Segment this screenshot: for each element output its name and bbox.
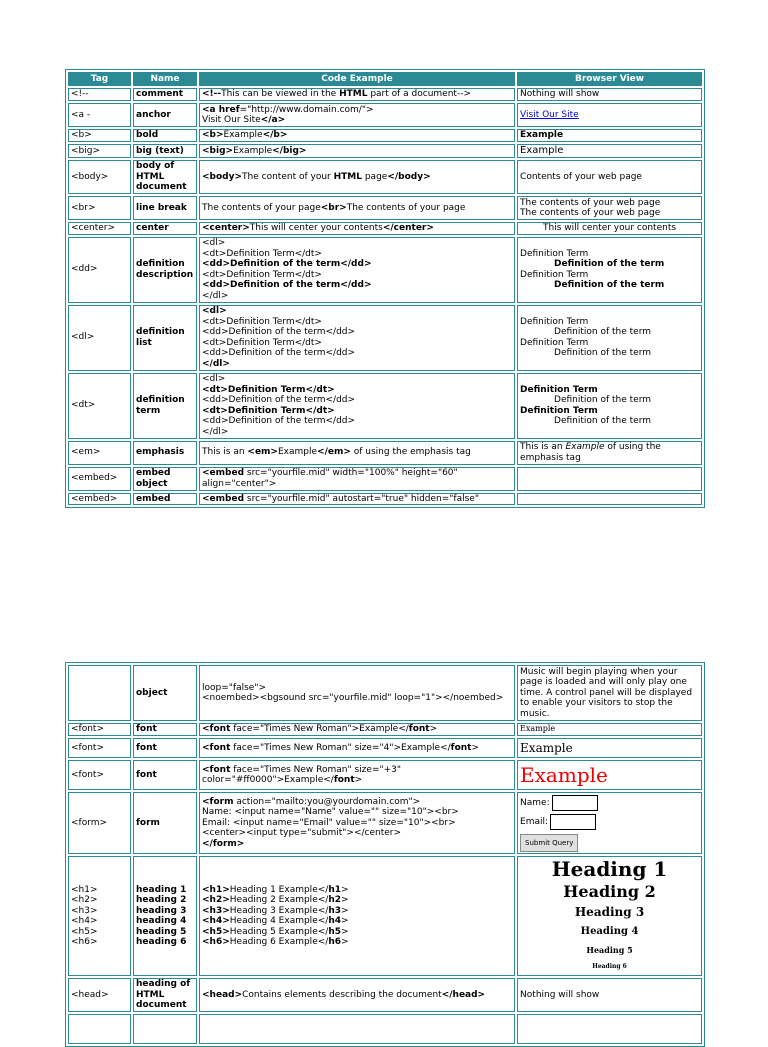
table-row: [68, 196, 702, 220]
code-text: action="mailto:you@yourdomain.com">: [233, 796, 421, 807]
table-row: [68, 441, 702, 465]
view-cell: Example: [517, 129, 702, 142]
header-tag: Tag: [68, 72, 131, 86]
tag-cell: <big>: [68, 144, 131, 158]
table-row: [68, 103, 702, 127]
code-cell: [199, 305, 515, 371]
submit-query-button[interactable]: Submit Query: [520, 834, 578, 853]
view-cell: [517, 237, 702, 303]
name-cell: emphasis: [133, 441, 197, 465]
code-cell: [199, 237, 515, 303]
view-cell: This will center your contents: [517, 222, 702, 235]
code-cell: [199, 196, 515, 220]
tag-cell: <body>: [68, 160, 131, 194]
name-line: list: [136, 337, 152, 348]
code-line: <dl>: [202, 238, 226, 248]
name-cell: font: [133, 723, 197, 736]
code-text: This can be viewed in the: [221, 89, 340, 100]
code-cell: [199, 792, 515, 854]
name-cell: [133, 467, 197, 491]
code-tag: <br>: [320, 202, 347, 213]
name-cell: embed: [133, 493, 197, 506]
code-text: >: [354, 775, 363, 785]
code-tag: <h6>: [202, 937, 230, 947]
code-line: <dd>Definition of the term</dd>: [202, 348, 356, 358]
code-text: ="http://www.domain.com/">: [239, 104, 374, 115]
html-tags-table-2: [65, 662, 705, 1047]
code-tag: HTML: [339, 89, 368, 100]
tag-cell: <dl>: [68, 305, 131, 371]
view-cell: Music will begin playing when your page is loaded and will only play one time. A control panel will be displayed to enable your visitors to stop the music.: [517, 665, 702, 721]
code-text: Example: [233, 145, 273, 156]
view-line: Definition Term: [520, 316, 589, 327]
tag-cell: <form>: [68, 792, 131, 854]
tag-cell: <font>: [68, 723, 131, 736]
code-tag: <em>: [247, 447, 278, 458]
table-row: [68, 792, 702, 854]
tag-line: <h3>: [71, 905, 98, 916]
code-tag: h4: [328, 916, 341, 926]
code-tag: <b>: [202, 130, 224, 141]
tag-line: <h5>: [71, 926, 98, 937]
visit-our-site-link[interactable]: Visit Our Site: [520, 109, 579, 120]
code-tag: </em>: [317, 447, 351, 458]
code-text: The contents of your page: [202, 202, 321, 213]
code-text: face="Times New Roman">Example</: [230, 724, 409, 735]
form-email-label: Email:: [520, 817, 549, 827]
code-tag: </b>: [262, 130, 288, 141]
tag-cell: <dt>: [68, 373, 131, 439]
view-cell: Contents of your web page: [517, 160, 702, 194]
code-line: </dl>: [202, 290, 229, 301]
code-tag: <!--: [202, 89, 222, 100]
table-row: [68, 305, 702, 371]
name-cell: [133, 373, 197, 439]
code-line: <dl>: [202, 306, 227, 316]
form-email-input[interactable]: [550, 814, 596, 830]
code-tag: <center>: [202, 223, 250, 233]
code-cell: [199, 160, 515, 194]
header-name: Name: [133, 72, 197, 86]
code-tag: <body>: [202, 171, 243, 182]
view-cell: [517, 196, 702, 220]
code-text: >: [340, 937, 349, 947]
code-text: Example: [223, 130, 263, 141]
name-cell: font: [133, 760, 197, 790]
view-line: Definition of the term: [554, 259, 665, 269]
code-text: Heading 2 Example</: [229, 895, 329, 905]
tag-cell: <b>: [68, 129, 131, 142]
form-name-label: Name:: [520, 798, 550, 808]
code-text: Heading 3 Example</: [229, 905, 329, 916]
code-cell: [199, 222, 515, 235]
table-row: [68, 237, 702, 303]
view-line: Definition of the term: [554, 348, 652, 358]
code-tag: <h4>: [202, 916, 230, 926]
code-tag: <font: [202, 724, 231, 735]
tag-cell: <dd>: [68, 237, 131, 303]
code-cell: [199, 144, 515, 158]
code-tag: </big>: [272, 145, 307, 156]
code-tag: <h1>: [202, 884, 230, 895]
code-tag: </body>: [387, 171, 431, 182]
code-tag: <a href: [202, 104, 240, 115]
code-text: face="Times New Roman" size="+3": [230, 764, 402, 775]
table-row: [68, 493, 702, 506]
view-line: Definition Term: [520, 248, 589, 259]
name-cell: form: [133, 792, 197, 854]
view-cell: Nothing will show: [517, 978, 702, 1012]
code-tag: <embed: [202, 493, 245, 504]
code-text: >: [340, 884, 349, 895]
code-tag: h1: [328, 884, 341, 895]
name-line: heading 4: [136, 916, 187, 926]
name-line: HTML: [136, 171, 165, 182]
table-row: [68, 373, 702, 439]
name-cell: [133, 856, 197, 976]
code-line: </dl>: [202, 426, 229, 437]
view-cell: [517, 856, 702, 976]
code-text: Heading 4 Example</: [229, 916, 329, 926]
code-text: This will center your contents: [249, 223, 383, 233]
view-cell: Example: [517, 723, 702, 736]
code-text: Heading 5 Example</: [229, 926, 329, 937]
view-line: Definition of the term: [554, 327, 652, 337]
name-line: body of: [136, 161, 175, 172]
code-tag: h2: [328, 895, 341, 905]
code-text: of using the emphasis tag: [350, 447, 471, 458]
view-cell: [517, 467, 702, 491]
code-line: <dt>Definition Term</dt>: [202, 269, 322, 280]
code-cell: [199, 665, 515, 721]
code-tag: <font: [202, 742, 231, 753]
table-row: [68, 88, 702, 101]
code-cell: [199, 467, 515, 491]
code-tag: h3: [328, 905, 341, 916]
tag-cell: <embed>: [68, 467, 131, 491]
tag-line: <h1>: [71, 884, 98, 895]
code-line: <center><input type="submit"></center>: [202, 828, 402, 839]
tag-cell: <embed>: [68, 493, 131, 506]
name-line: term: [136, 405, 161, 416]
code-tag: font: [450, 742, 472, 753]
view-cell: [517, 373, 702, 439]
tag-cell: <em>: [68, 441, 131, 465]
code-line: <dt>Definition Term</dt>: [202, 337, 322, 348]
name-line: definition: [136, 395, 185, 405]
table-row: [68, 978, 702, 1012]
code-tag: <head>: [202, 989, 243, 1000]
view-line: Definition of the term: [554, 280, 665, 290]
name-line: description: [136, 269, 194, 280]
view-line: Definition Term: [520, 384, 598, 395]
code-cell: [199, 856, 515, 976]
name-cell: bold: [133, 129, 197, 142]
code-cell: [199, 723, 515, 736]
view-line: Definition Term: [520, 269, 589, 280]
table-row: [68, 856, 702, 976]
name-cell: [133, 978, 197, 1012]
tag-cell: <br>: [68, 196, 131, 220]
tag-cell: <center>: [68, 222, 131, 235]
code-text: Visit Our Site: [202, 115, 261, 125]
view-text: This is an: [520, 442, 566, 452]
name-cell: [133, 160, 197, 194]
code-line: loop="false">: [202, 682, 267, 693]
code-text: face="Times New Roman" size="4">Example</: [230, 742, 451, 753]
tag-cell: [68, 665, 131, 721]
code-tag: </a>: [260, 115, 286, 125]
name-cell: comment: [133, 88, 197, 101]
code-tag: <h3>: [202, 905, 230, 916]
code-text: The content of your: [242, 171, 334, 182]
table-row: [68, 144, 702, 158]
heading-3-preview: Heading 3: [574, 905, 645, 919]
heading-4-preview: Heading 4: [580, 926, 639, 937]
tag-cell: [68, 856, 131, 976]
code-text: This is an: [202, 447, 248, 458]
code-cell: [199, 129, 515, 142]
view-line: The contents of your web page: [520, 197, 661, 208]
view-line: The contents of your web page: [520, 208, 661, 218]
name-line: document: [136, 1000, 187, 1011]
code-cell: [199, 88, 515, 101]
view-line: Definition of the term: [554, 395, 652, 405]
tag-cell: [68, 1014, 131, 1044]
code-line: </dl>: [202, 358, 230, 369]
code-text: >: [471, 742, 480, 753]
code-cell: [199, 738, 515, 758]
code-tag: <h5>: [202, 926, 230, 937]
code-tag: <form: [202, 796, 234, 807]
code-line: <dt>Definition Term</dt>: [202, 248, 322, 259]
view-line: Definition Term: [520, 405, 598, 416]
header-browser-view: Browser View: [517, 72, 702, 86]
name-cell: center: [133, 222, 197, 235]
heading-2-preview: Heading 2: [563, 882, 656, 901]
form-name-input[interactable]: [552, 795, 598, 811]
name-line: embed: [136, 468, 171, 478]
code-line: <dt>Definition Term</dt>: [202, 384, 335, 395]
code-cell: [199, 978, 515, 1012]
view-cell: [517, 441, 702, 465]
code-line: <dt>Definition Term</dt>: [202, 316, 322, 327]
code-line: <dd>Definition of the term</dd>: [202, 327, 356, 337]
code-text: >: [429, 724, 438, 735]
code-line: Name: <input name="Name" value="" size="10"><br>: [202, 807, 459, 818]
tag-line: <h6>: [71, 937, 98, 947]
tag-line: <h2>: [71, 895, 98, 905]
name-line: heading 2: [136, 895, 187, 905]
view-cell: [517, 493, 702, 506]
code-cell: [199, 493, 515, 506]
code-text: page: [361, 171, 388, 182]
view-cell: [517, 1014, 702, 1044]
name-line: heading 1: [136, 884, 187, 895]
table-row: [68, 723, 702, 736]
table-row-partial: [68, 1014, 702, 1044]
code-text: The contents of your page: [346, 202, 466, 213]
code-text: >: [340, 895, 349, 905]
view-cell: [517, 103, 702, 127]
code-tag: <embed: [202, 468, 245, 478]
tag-cell: <font>: [68, 760, 131, 790]
code-line: <dt>Definition Term</dt>: [202, 405, 335, 416]
heading-5-preview: Heading 5: [586, 945, 633, 955]
table-row: [68, 665, 702, 721]
table-row: [68, 467, 702, 491]
code-tag: </center>: [382, 223, 434, 233]
name-line: HTML: [136, 989, 165, 1000]
name-cell: [133, 305, 197, 371]
heading-6-preview: Heading 6: [592, 963, 627, 970]
tag-cell: <head>: [68, 978, 131, 1012]
name-line: definition: [136, 327, 185, 337]
view-emphasis: Example: [565, 442, 605, 452]
name-line: definition: [136, 259, 185, 269]
code-text: src="yourfile.mid" width="100%" height="60": [244, 468, 458, 478]
view-cell: [517, 792, 702, 854]
view-cell: Example: [517, 760, 702, 790]
code-line: <noembed><bgsound src="yourfile.mid" loop="1"></noembed>: [202, 693, 504, 703]
code-tag: <font: [202, 764, 231, 775]
code-cell: [199, 1014, 515, 1044]
code-line: <dd>Definition of the term</dd>: [202, 395, 356, 405]
name-line: heading of: [136, 979, 191, 990]
table-row: [68, 222, 702, 235]
view-cell: [517, 305, 702, 371]
name-cell: object: [133, 665, 197, 721]
name-line: document: [136, 182, 187, 193]
view-cell: Nothing will show: [517, 88, 702, 101]
name-line: heading 6: [136, 937, 187, 947]
code-text: Heading 6 Example</: [229, 937, 329, 947]
name-cell: [133, 237, 197, 303]
code-line: </form>: [202, 838, 245, 849]
code-line: align="center">: [202, 478, 277, 489]
name-line: heading 5: [136, 926, 187, 937]
code-line: <dl>: [202, 374, 226, 384]
name-cell: anchor: [133, 103, 197, 127]
table-row: [68, 129, 702, 142]
view-line: Definition of the term: [554, 416, 652, 426]
table-row: [68, 160, 702, 194]
name-line: heading 3: [136, 905, 187, 916]
code-tag: font: [333, 775, 355, 785]
name-cell: big (text): [133, 144, 197, 158]
code-line: <dd>Definition of the term</dd>: [202, 259, 372, 269]
code-tag: <h2>: [202, 895, 230, 905]
name-cell: [133, 1014, 197, 1044]
code-tag: font: [408, 724, 430, 735]
heading-1-preview: Heading 1: [551, 857, 668, 881]
view-text: of using the emphasis tag: [520, 442, 661, 463]
tag-cell: <!--: [68, 88, 131, 101]
table-row: [68, 738, 702, 758]
code-line: <dd>Definition of the term</dd>: [202, 280, 372, 290]
code-text: >: [340, 926, 349, 937]
tag-cell: <a -: [68, 103, 131, 127]
name-cell: line break: [133, 196, 197, 220]
code-line: <dd>Definition of the term</dd>: [202, 416, 356, 426]
code-cell: [199, 103, 515, 127]
code-text: >: [340, 905, 349, 916]
code-cell: [199, 760, 515, 790]
code-tag: HTML: [333, 171, 362, 182]
code-tag: </head>: [441, 989, 486, 1000]
tag-cell: <font>: [68, 738, 131, 758]
code-text: >: [340, 916, 349, 926]
code-cell: [199, 441, 515, 465]
table-header-row: [68, 72, 702, 86]
view-cell: Example: [517, 144, 702, 158]
html-tags-table-1: [65, 69, 705, 508]
name-cell: font: [133, 738, 197, 758]
code-line: Email: <input name="Email" value="" size="10"><br>: [202, 817, 456, 828]
code-text: Heading 1 Example</: [229, 884, 329, 895]
view-line: Definition Term: [520, 337, 589, 348]
code-tag: h5: [328, 926, 341, 937]
code-text: part of a document-->: [367, 89, 471, 100]
table-row: [68, 760, 702, 790]
code-cell: [199, 373, 515, 439]
code-text: src="yourfile.mid" autostart="true" hidden="false": [244, 493, 479, 504]
code-text: color="#ff0000">Example</: [202, 775, 334, 785]
header-code-example: Code Example: [199, 72, 515, 86]
code-tag: <big>: [202, 145, 234, 156]
code-tag: h6: [328, 937, 341, 947]
name-line: object: [136, 478, 168, 489]
view-cell: Example: [517, 738, 702, 758]
code-text: Contains elements describing the document: [242, 989, 442, 1000]
tag-line: <h4>: [71, 916, 98, 926]
code-text: Example: [277, 447, 318, 458]
